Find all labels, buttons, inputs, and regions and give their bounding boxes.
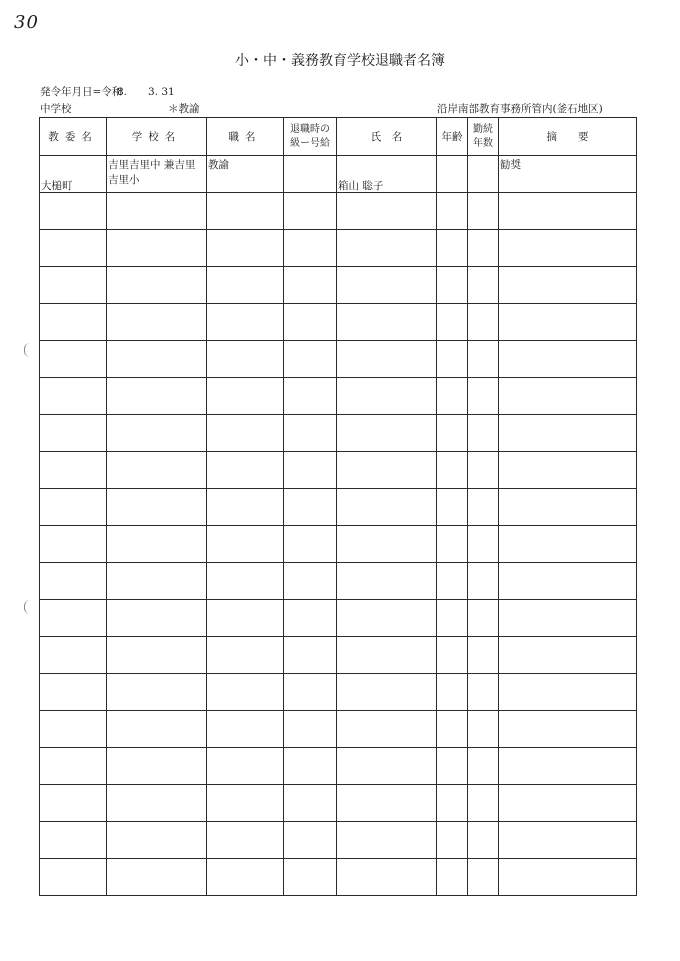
- empty-cell: [468, 230, 499, 267]
- empty-cell: [468, 637, 499, 674]
- empty-cell: [207, 785, 284, 822]
- column-header-grade: [284, 118, 337, 156]
- empty-cell: [468, 859, 499, 896]
- table-row-empty: [40, 637, 637, 674]
- empty-cell: [40, 711, 107, 748]
- empty-cell: [337, 230, 437, 267]
- retiree-table: [39, 117, 637, 896]
- empty-cell: [107, 304, 207, 341]
- empty-cell: [40, 193, 107, 230]
- empty-cell: [40, 822, 107, 859]
- empty-cell: [207, 711, 284, 748]
- empty-cell: [468, 304, 499, 341]
- empty-cell: [284, 415, 337, 452]
- empty-cell: [337, 341, 437, 378]
- empty-cell: [207, 674, 284, 711]
- empty-cell: [107, 341, 207, 378]
- table-row-empty: [40, 711, 637, 748]
- table-row-empty: [40, 859, 637, 896]
- empty-cell: [107, 711, 207, 748]
- empty-cell: [207, 859, 284, 896]
- empty-cell: [284, 452, 337, 489]
- empty-cell: [437, 415, 468, 452]
- empty-cell: [207, 452, 284, 489]
- empty-cell: [468, 378, 499, 415]
- empty-cell: [284, 600, 337, 637]
- empty-cell: [437, 859, 468, 896]
- empty-cell: [284, 822, 337, 859]
- board-value: 大槌町: [41, 180, 73, 192]
- empty-cell: [40, 489, 107, 526]
- empty-cell: [107, 489, 207, 526]
- name-value: 箱山 聡子: [338, 180, 384, 192]
- empty-cell: [468, 822, 499, 859]
- empty-cell: [337, 304, 437, 341]
- empty-cell: [499, 785, 637, 822]
- empty-cell: [107, 452, 207, 489]
- empty-cell: [40, 674, 107, 711]
- empty-cell: [284, 711, 337, 748]
- empty-cell: [499, 341, 637, 378]
- empty-cell: [437, 637, 468, 674]
- cell-age: [437, 156, 468, 193]
- empty-cell: [207, 415, 284, 452]
- grade-header-line1: 退職時の: [290, 123, 330, 135]
- empty-cell: [40, 785, 107, 822]
- page-title: 小・中・義務教育学校退職者名簿: [235, 53, 445, 69]
- table-row-empty: [40, 452, 637, 489]
- empty-cell: [40, 452, 107, 489]
- table-row: [40, 156, 637, 193]
- empty-cell: [499, 711, 637, 748]
- column-header-position: 職名: [207, 118, 284, 156]
- school-value-line2: 吉里小: [108, 174, 140, 186]
- empty-cell: [284, 674, 337, 711]
- empty-cell: [468, 711, 499, 748]
- empty-cell: [468, 489, 499, 526]
- column-header-age: 年齢: [437, 118, 468, 156]
- empty-cell: [284, 748, 337, 785]
- empty-cell: [437, 711, 468, 748]
- empty-cell: [207, 267, 284, 304]
- empty-cell: [40, 526, 107, 563]
- empty-cell: [437, 748, 468, 785]
- empty-cell: [468, 526, 499, 563]
- empty-cell: [499, 563, 637, 600]
- empty-cell: [207, 748, 284, 785]
- empty-cell: [437, 452, 468, 489]
- table-row-empty: [40, 748, 637, 785]
- empty-cell: [499, 230, 637, 267]
- empty-cell: [40, 230, 107, 267]
- empty-cell: [468, 193, 499, 230]
- empty-cell: [107, 785, 207, 822]
- empty-cell: [337, 637, 437, 674]
- issue-date-value: 8. 3. 31: [117, 86, 175, 98]
- empty-cell: [468, 341, 499, 378]
- empty-cell: [207, 193, 284, 230]
- empty-cell: [107, 563, 207, 600]
- empty-cell: [284, 230, 337, 267]
- empty-cell: [207, 526, 284, 563]
- empty-cell: [337, 600, 437, 637]
- empty-cell: [337, 711, 437, 748]
- empty-cell: [207, 637, 284, 674]
- empty-cell: [107, 637, 207, 674]
- summary-value: 勧奨: [500, 159, 521, 171]
- empty-cell: [40, 600, 107, 637]
- empty-cell: [499, 600, 637, 637]
- empty-cell: [337, 193, 437, 230]
- table-row-empty: [40, 230, 637, 267]
- page-number: 30: [14, 12, 39, 33]
- table-row-empty: [40, 341, 637, 378]
- empty-cell: [499, 674, 637, 711]
- empty-cell: [284, 859, 337, 896]
- position-type: ＊教諭: [168, 103, 200, 115]
- empty-cell: [107, 526, 207, 563]
- empty-cell: [207, 489, 284, 526]
- empty-cell: [337, 489, 437, 526]
- empty-cell: [437, 822, 468, 859]
- empty-cell: [499, 637, 637, 674]
- column-header-board: 教委名: [40, 118, 107, 156]
- empty-cell: [107, 600, 207, 637]
- cell-position: [207, 156, 284, 193]
- empty-cell: [437, 674, 468, 711]
- empty-cell: [437, 785, 468, 822]
- empty-cell: [107, 748, 207, 785]
- empty-cell: [107, 267, 207, 304]
- empty-cell: [437, 563, 468, 600]
- empty-cell: [468, 415, 499, 452]
- empty-cell: [468, 452, 499, 489]
- empty-cell: [40, 267, 107, 304]
- empty-cell: [40, 563, 107, 600]
- empty-cell: [499, 859, 637, 896]
- years-header-line2: 年数: [473, 137, 493, 149]
- table-row-empty: [40, 785, 637, 822]
- empty-cell: [207, 378, 284, 415]
- table-row-empty: [40, 267, 637, 304]
- table-header-row: [40, 118, 637, 156]
- empty-cell: [337, 452, 437, 489]
- empty-cell: [499, 378, 637, 415]
- column-header-years: [468, 118, 499, 156]
- empty-cell: [40, 415, 107, 452]
- table-row-empty: [40, 378, 637, 415]
- table-row-empty: [40, 674, 637, 711]
- table-row-empty: [40, 193, 637, 230]
- empty-cell: [207, 822, 284, 859]
- empty-cell: [207, 304, 284, 341]
- empty-cell: [337, 859, 437, 896]
- column-header-school: 学校名: [107, 118, 207, 156]
- empty-cell: [284, 378, 337, 415]
- empty-cell: [468, 267, 499, 304]
- empty-cell: [468, 563, 499, 600]
- empty-cell: [468, 600, 499, 637]
- empty-cell: [437, 600, 468, 637]
- empty-cell: [284, 637, 337, 674]
- cell-name: [337, 156, 437, 193]
- empty-cell: [337, 526, 437, 563]
- column-header-name: 氏 名: [337, 118, 437, 156]
- cell-summary: [499, 156, 637, 193]
- empty-cell: [284, 563, 337, 600]
- empty-cell: [40, 748, 107, 785]
- table-row-empty: [40, 822, 637, 859]
- empty-cell: [499, 748, 637, 785]
- empty-cell: [284, 526, 337, 563]
- empty-cell: [468, 674, 499, 711]
- table-row-empty: [40, 415, 637, 452]
- empty-cell: [284, 193, 337, 230]
- empty-cell: [107, 859, 207, 896]
- empty-cell: [437, 304, 468, 341]
- empty-cell: [284, 341, 337, 378]
- empty-cell: [499, 267, 637, 304]
- empty-cell: [207, 230, 284, 267]
- empty-cell: [337, 822, 437, 859]
- empty-cell: [40, 637, 107, 674]
- table-row-empty: [40, 489, 637, 526]
- empty-cell: [107, 674, 207, 711]
- empty-cell: [437, 267, 468, 304]
- empty-cell: [499, 452, 637, 489]
- years-header-line1: 勤続: [473, 123, 493, 135]
- cell-board: [40, 156, 107, 193]
- empty-cell: [499, 526, 637, 563]
- empty-cell: [337, 267, 437, 304]
- empty-cell: [207, 341, 284, 378]
- empty-cell: [468, 785, 499, 822]
- empty-cell: [337, 378, 437, 415]
- table-row-empty: [40, 563, 637, 600]
- school-value-line1: 吉里吉里中 兼吉里: [108, 159, 196, 171]
- empty-cell: [107, 193, 207, 230]
- cell-grade: [284, 156, 337, 193]
- empty-cell: [107, 822, 207, 859]
- empty-cell: [284, 304, 337, 341]
- table-row-empty: [40, 600, 637, 637]
- cell-school: [107, 156, 207, 193]
- empty-cell: [40, 304, 107, 341]
- empty-cell: [107, 378, 207, 415]
- empty-cell: [337, 415, 437, 452]
- empty-cell: [437, 341, 468, 378]
- empty-cell: [499, 489, 637, 526]
- school-type: 中学校: [40, 103, 72, 115]
- empty-cell: [337, 674, 437, 711]
- binding-mark: [24, 343, 31, 357]
- empty-cell: [437, 489, 468, 526]
- table-row-empty: [40, 304, 637, 341]
- cell-years: [468, 156, 499, 193]
- empty-cell: [468, 748, 499, 785]
- empty-cell: [40, 378, 107, 415]
- office-name: 沿岸南部教育事務所管内(釜石地区): [437, 103, 603, 115]
- empty-cell: [284, 785, 337, 822]
- empty-cell: [337, 748, 437, 785]
- empty-cell: [437, 526, 468, 563]
- empty-cell: [207, 563, 284, 600]
- binding-mark: [24, 600, 31, 614]
- empty-cell: [499, 304, 637, 341]
- grade-header-line2: 級ー号給: [290, 137, 330, 149]
- empty-cell: [40, 859, 107, 896]
- empty-cell: [107, 415, 207, 452]
- empty-cell: [499, 415, 637, 452]
- issue-date-label: 発令年月日=令和: [40, 86, 123, 98]
- empty-cell: [107, 230, 207, 267]
- empty-cell: [284, 489, 337, 526]
- empty-cell: [40, 341, 107, 378]
- position-value: 教諭: [208, 159, 229, 171]
- empty-cell: [499, 193, 637, 230]
- table-row-empty: [40, 526, 637, 563]
- empty-cell: [207, 600, 284, 637]
- column-header-summary: 摘 要: [499, 118, 637, 156]
- empty-cell: [337, 785, 437, 822]
- empty-cell: [437, 193, 468, 230]
- empty-cell: [337, 563, 437, 600]
- empty-cell: [437, 230, 468, 267]
- empty-cell: [284, 267, 337, 304]
- empty-cell: [499, 822, 637, 859]
- empty-cell: [437, 378, 468, 415]
